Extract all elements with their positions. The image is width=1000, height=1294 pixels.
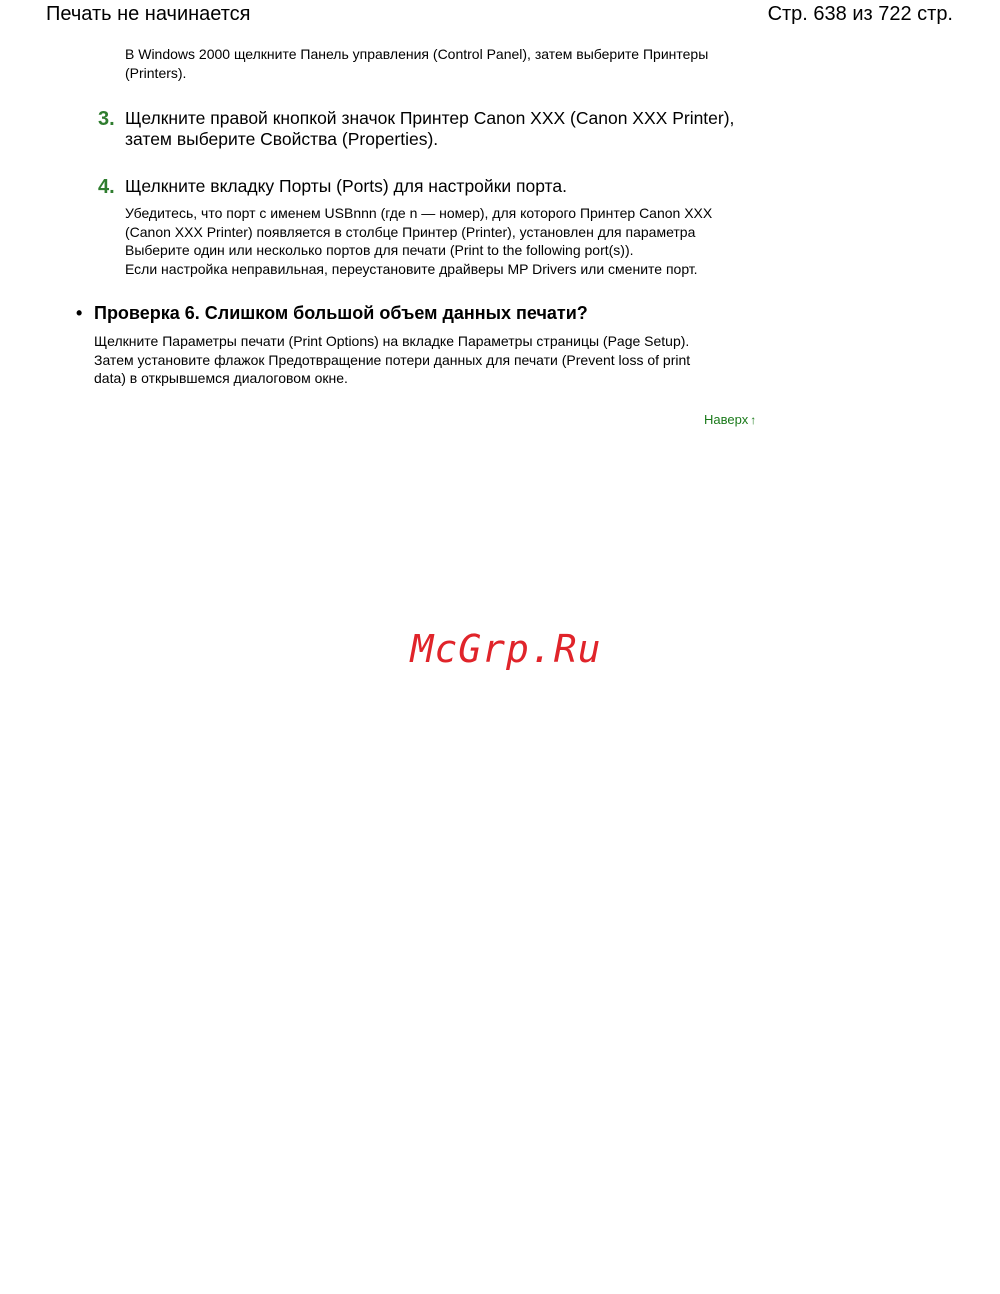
step-line: Щелкните вкладку Порты (Ports) для настройки порта.: [125, 176, 567, 196]
intro-line: (Printers).: [125, 64, 187, 81]
step-line: Щелкните правой кнопкой значок Принтер Canon XXX (Canon XXX Printer),: [125, 108, 735, 128]
intro-text: [125, 45, 765, 82]
section-body: [94, 332, 754, 388]
step-text: [125, 176, 775, 197]
section-heading: Проверка 6. Слишком большой объем данных печати?: [94, 303, 588, 323]
step-number: 3.: [98, 108, 115, 130]
bullet-icon: •: [76, 303, 83, 323]
page-title: Печать не начинается: [46, 3, 251, 25]
back-to-top-link[interactable]: [704, 412, 756, 428]
body-line: Затем установите флажок Предотвращение потери данных для печати (Prevent loss of print: [94, 351, 691, 368]
page-counter: Стр. 638 из 722 стр.: [767, 3, 953, 25]
step-line: затем выберите Свойства (Properties).: [125, 129, 439, 149]
detail-line: (Canon XXX Printer) появляется в столбце Принтер (Printer), установлен для параметра: [125, 223, 696, 240]
arrow-up-icon: ↑: [750, 413, 757, 427]
body-line: data) в открывшемся диалоговом окне.: [94, 370, 348, 386]
watermark: McGrp.Ru: [410, 627, 602, 671]
detail-line: Выберите один или несколько портов для печати (Print to the following port(s)).: [125, 242, 634, 258]
step-text: [125, 108, 775, 150]
step-number: 4.: [98, 176, 115, 198]
step-details: [125, 204, 765, 278]
detail-line: Убедитесь, что порт с именем USBnnn (где n — номер), для которого Принтер Canon XXX: [125, 205, 713, 221]
back-to-top-label: Наверх: [704, 412, 749, 427]
detail-line: Если настройка неправильная, переустановите драйверы MP Drivers или смените порт.: [125, 260, 698, 277]
body-line: Щелкните Параметры печати (Print Options) на вкладке Параметры страницы (Page Setup).: [94, 333, 690, 349]
intro-line: В Windows 2000 щелкните Панель управления (Control Panel), затем выберите Принтеры: [125, 46, 709, 62]
